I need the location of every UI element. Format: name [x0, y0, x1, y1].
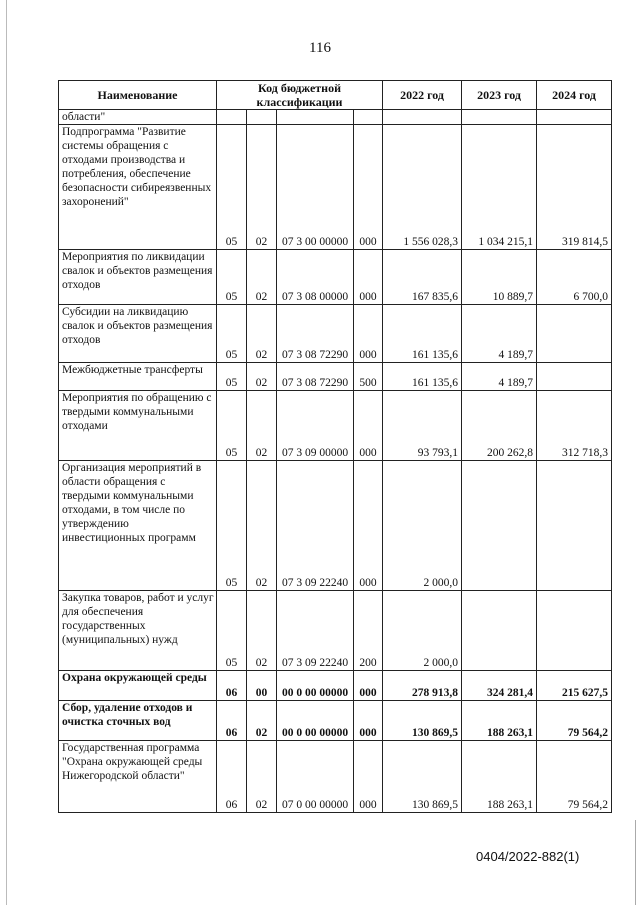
- row-code-target: 07 0 00 00000: [277, 741, 354, 813]
- row-code-expense: [354, 110, 383, 125]
- row-code-subsection: 02: [247, 701, 277, 741]
- row-value-2022: 1 556 028,3: [383, 125, 462, 250]
- row-value-2022: 130 869,5: [383, 701, 462, 741]
- row-value-2024: 215 627,5: [537, 671, 612, 701]
- row-code-target: 07 3 09 22240: [277, 461, 354, 591]
- row-code-target: 00 0 00 00000: [277, 701, 354, 741]
- row-name: области": [59, 110, 217, 125]
- row-value-2024: [537, 591, 612, 671]
- row-code-subsection: 02: [247, 741, 277, 813]
- row-code-subsection: 02: [247, 391, 277, 461]
- row-code-target: 00 0 00 00000: [277, 671, 354, 701]
- row-code-target: 07 3 08 00000: [277, 250, 354, 305]
- row-code-section: 05: [217, 125, 247, 250]
- row-value-2023: [462, 110, 537, 125]
- table-row: [59, 305, 612, 363]
- row-value-2022: [383, 110, 462, 125]
- table-row: [59, 671, 612, 701]
- row-name: Охрана окружающей среды: [59, 671, 217, 701]
- row-code-expense: 000: [354, 701, 383, 741]
- row-code-expense: 000: [354, 391, 383, 461]
- row-name: Организация мероприятий в области обращения с твердыми коммунальными отходами, в том числе по утверждению инвестиционных программ: [59, 461, 217, 591]
- row-code-section: 06: [217, 741, 247, 813]
- row-value-2022: 161 135,6: [383, 305, 462, 363]
- row-code-section: 05: [217, 461, 247, 591]
- row-name: Подпрограмма "Развитие системы обращения с отходами производства и потребления, обеспечение безопасности сибиреязвенных захоронений": [59, 125, 217, 250]
- row-name: Закупка товаров, работ и услуг для обеспечения государственных (муниципальных) нужд: [59, 591, 217, 671]
- row-code-expense: 000: [354, 125, 383, 250]
- row-name: Межбюджетные трансферты: [59, 363, 217, 391]
- row-code-target: [277, 110, 354, 125]
- row-code-section: 05: [217, 363, 247, 391]
- header-2022: 2022 год: [383, 81, 462, 110]
- scan-edge-line-right: [635, 820, 636, 905]
- table-row: [59, 363, 612, 391]
- row-code-subsection: 02: [247, 363, 277, 391]
- row-code-subsection: 02: [247, 591, 277, 671]
- row-code-expense: 000: [354, 741, 383, 813]
- row-code-subsection: 02: [247, 250, 277, 305]
- row-code-expense: 000: [354, 671, 383, 701]
- table-row: [59, 391, 612, 461]
- row-code-target: 07 3 00 00000: [277, 125, 354, 250]
- row-value-2024: 319 814,5: [537, 125, 612, 250]
- table-row: [59, 125, 612, 250]
- table-row: [59, 110, 612, 125]
- row-code-target: 07 3 09 22240: [277, 591, 354, 671]
- row-value-2024: 79 564,2: [537, 701, 612, 741]
- row-value-2024: 79 564,2: [537, 741, 612, 813]
- row-code-expense: 200: [354, 591, 383, 671]
- row-value-2023: [462, 461, 537, 591]
- table-row: [59, 461, 612, 591]
- row-name: Мероприятия по обращению с твердыми коммунальными отходами: [59, 391, 217, 461]
- header-2023: 2023 год: [462, 81, 537, 110]
- table-header-row: [59, 81, 612, 110]
- row-code-target: 07 3 09 00000: [277, 391, 354, 461]
- row-code-section: 05: [217, 250, 247, 305]
- row-code-section: 05: [217, 591, 247, 671]
- row-code-target: 07 3 08 72290: [277, 363, 354, 391]
- document-code: 0404/2022-882(1): [476, 849, 580, 864]
- row-code-expense: 500: [354, 363, 383, 391]
- row-value-2022: 278 913,8: [383, 671, 462, 701]
- row-value-2022: 167 835,6: [383, 250, 462, 305]
- row-value-2024: [537, 363, 612, 391]
- row-code-subsection: 02: [247, 305, 277, 363]
- row-value-2024: 312 718,3: [537, 391, 612, 461]
- row-code-expense: 000: [354, 461, 383, 591]
- table-row: [59, 250, 612, 305]
- row-value-2022: 130 869,5: [383, 741, 462, 813]
- row-value-2023: 188 263,1: [462, 701, 537, 741]
- table-row: [59, 741, 612, 813]
- row-code-subsection: [247, 110, 277, 125]
- header-2024: 2024 год: [537, 81, 612, 110]
- row-value-2024: 6 700,0: [537, 250, 612, 305]
- row-value-2023: 188 263,1: [462, 741, 537, 813]
- header-code: Код бюджетной классификации: [217, 81, 383, 110]
- row-value-2022: 2 000,0: [383, 591, 462, 671]
- row-value-2024: [537, 461, 612, 591]
- row-value-2024: [537, 110, 612, 125]
- row-code-subsection: 02: [247, 461, 277, 591]
- row-value-2023: 4 189,7: [462, 363, 537, 391]
- row-value-2023: 324 281,4: [462, 671, 537, 701]
- row-name: Мероприятия по ликвидации свалок и объектов размещения отходов: [59, 250, 217, 305]
- header-name: Наименование: [59, 81, 217, 110]
- row-name: Субсидии на ликвидацию свалок и объектов размещения отходов: [59, 305, 217, 363]
- row-value-2023: 1 034 215,1: [462, 125, 537, 250]
- row-code-subsection: 02: [247, 125, 277, 250]
- row-value-2022: 161 135,6: [383, 363, 462, 391]
- row-code-expense: 000: [354, 305, 383, 363]
- row-value-2023: 4 189,7: [462, 305, 537, 363]
- row-name: Государственная программа "Охрана окружающей среды Нижегородской области": [59, 741, 217, 813]
- row-name: Сбор, удаление отходов и очистка сточных вод: [59, 701, 217, 741]
- row-code-section: [217, 110, 247, 125]
- table-row: [59, 591, 612, 671]
- row-value-2022: 2 000,0: [383, 461, 462, 591]
- row-value-2023: 10 889,7: [462, 250, 537, 305]
- row-code-section: 05: [217, 305, 247, 363]
- row-value-2024: [537, 305, 612, 363]
- budget-table: [58, 80, 612, 813]
- scan-edge-line: [6, 0, 7, 905]
- table-row: [59, 701, 612, 741]
- row-value-2023: [462, 591, 537, 671]
- row-code-subsection: 00: [247, 671, 277, 701]
- row-value-2022: 93 793,1: [383, 391, 462, 461]
- row-code-section: 05: [217, 391, 247, 461]
- row-code-expense: 000: [354, 250, 383, 305]
- row-value-2023: 200 262,8: [462, 391, 537, 461]
- row-code-section: 06: [217, 671, 247, 701]
- row-code-section: 06: [217, 701, 247, 741]
- page-number: 116: [309, 40, 331, 56]
- row-code-target: 07 3 08 72290: [277, 305, 354, 363]
